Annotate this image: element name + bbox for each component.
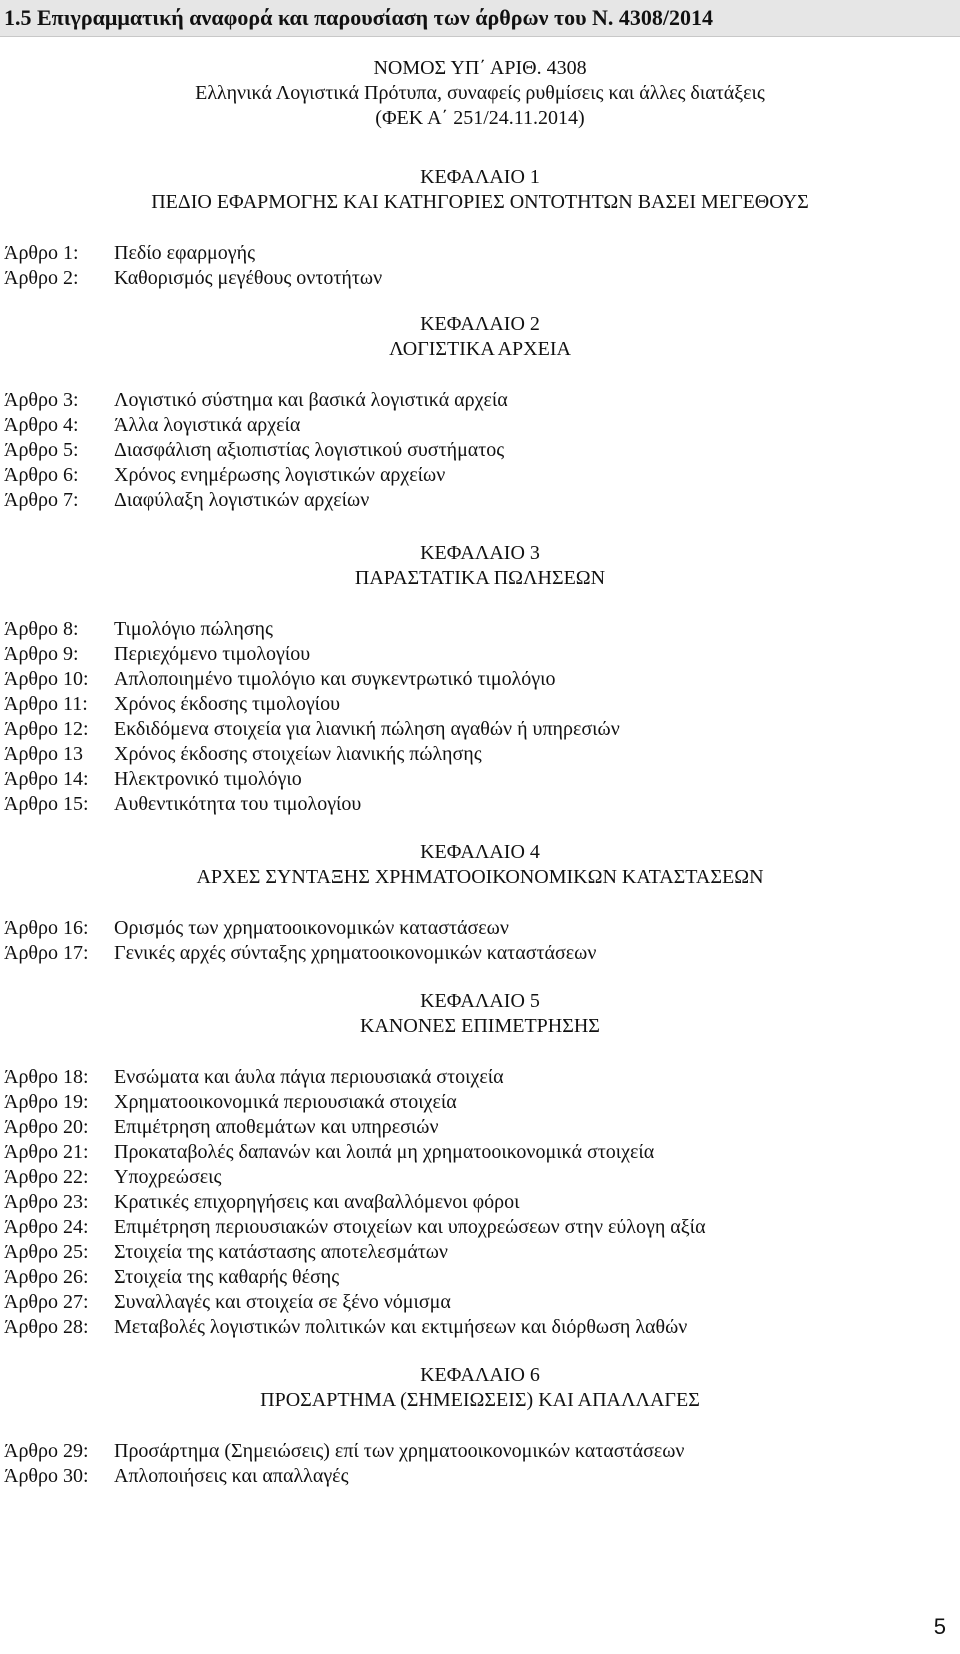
- article-title: Πεδίο εφαρμογής: [114, 242, 255, 264]
- section-heading: 1.5 Επιγραμματική αναφορά και παρουσίαση των άρθρων του Ν. 4308/2014: [4, 5, 714, 30]
- article-number: Άρθρο 25:: [4, 1241, 89, 1263]
- law-number: ΝΟΜΟΣ ΥΠ΄ ΑΡΙΘ. 4308: [373, 57, 587, 79]
- chapter-label: ΚΕΦΑΛΑΙΟ 1: [420, 166, 540, 188]
- article-title: Άλλα λογιστικά αρχεία: [114, 414, 301, 436]
- article-number: Άρθρο 28:: [4, 1316, 89, 1338]
- article-number: Άρθρο 11:: [4, 693, 88, 715]
- article-title: Διαφύλαξη λογιστικών αρχείων: [114, 489, 370, 511]
- chapter-title: ΠΑΡΑΣΤΑΤΙΚΑ ΠΩΛΗΣΕΩΝ: [354, 567, 606, 589]
- article-number: Άρθρο 15:: [4, 793, 89, 815]
- article-number: Άρθρο 17:: [4, 942, 89, 964]
- article-title: Κρατικές επιχορηγήσεις και αναβαλλόμενοι φόροι: [114, 1191, 520, 1213]
- article-row: [4, 489, 944, 515]
- article-number: Άρθρο 26:: [4, 1266, 89, 1288]
- article-title: Διασφάλιση αξιοπιστίας λογιστικού συστήματος: [114, 439, 505, 461]
- article-row: [4, 414, 944, 440]
- article-row: [4, 743, 944, 769]
- article-row: [4, 1091, 944, 1117]
- article-row: [4, 942, 944, 968]
- article-row: [4, 618, 944, 644]
- article-title: Περιεχόμενο τιμολογίου: [114, 643, 311, 665]
- article-title: Ενσώματα και άυλα πάγια περιουσιακά στοιχεία: [114, 1066, 504, 1088]
- article-number: Άρθρο 10:: [4, 668, 89, 690]
- chapter-title: ΚΑΝΟΝΕΣ ΕΠΙΜΕΤΡΗΣΗΣ: [360, 1015, 600, 1037]
- article-row: [4, 1291, 944, 1317]
- article-number: Άρθρο 19:: [4, 1091, 89, 1113]
- article-number: Άρθρο 27:: [4, 1291, 89, 1313]
- article-row: [4, 1166, 944, 1192]
- article-title: Χρόνος έκδοσης στοιχείων λιανικής πώλησης: [114, 743, 482, 765]
- article-title: Ηλεκτρονικό τιμολόγιο: [114, 768, 302, 790]
- article-row: [4, 718, 944, 744]
- article-number: Άρθρο 12:: [4, 718, 89, 740]
- article-row: [4, 693, 944, 719]
- article-number: Άρθρο 8:: [4, 618, 79, 640]
- page-number: 5: [933, 1614, 946, 1639]
- article-title: Στοιχεία της καθαρής θέσης: [114, 1266, 340, 1288]
- article-title: Συναλλαγές και στοιχεία σε ξένο νόμισμα: [114, 1291, 451, 1313]
- article-row: [4, 439, 944, 465]
- article-title: Μεταβολές λογιστικών πολιτικών και εκτιμήσεων και διόρθωση λαθών: [114, 1316, 688, 1338]
- article-number: Άρθρο 14:: [4, 768, 89, 790]
- article-number: Άρθρο 1:: [4, 242, 79, 264]
- article-title: Στοιχεία της κατάστασης αποτελεσμάτων: [114, 1241, 448, 1263]
- article-row: [4, 1241, 944, 1267]
- law-gazette-ref: (ΦΕΚ Α΄ 251/24.11.2014): [375, 107, 585, 129]
- article-row: [4, 267, 944, 293]
- article-title: Απλοποιημένο τιμολόγιο και συγκεντρωτικό τιμολόγιο: [114, 668, 556, 690]
- article-row: [4, 643, 944, 669]
- article-row: [4, 1440, 944, 1466]
- article-number: Άρθρο 24:: [4, 1216, 89, 1238]
- article-title: Αυθεντικότητα του τιμολογίου: [114, 793, 362, 815]
- article-title: Χρόνος έκδοσης τιμολογίου: [114, 693, 340, 715]
- chapter-label: ΚΕΦΑΛΑΙΟ 3: [420, 542, 540, 564]
- article-title: Επιμέτρηση περιουσιακών στοιχείων και υποχρεώσεων στην εύλογη αξία: [114, 1216, 706, 1238]
- article-title: Απλοποιήσεις και απαλλαγές: [114, 1465, 349, 1487]
- article-row: [4, 793, 944, 819]
- article-title: Χρηματοοικονομικά περιουσιακά στοιχεία: [114, 1091, 457, 1113]
- article-row: [4, 1316, 944, 1342]
- law-title: Ελληνικά Λογιστικά Πρότυπα, συναφείς ρυθμίσεις και άλλες διατάξεις: [195, 82, 765, 104]
- article-number: Άρθρο 22:: [4, 1166, 89, 1188]
- article-row: [4, 1216, 944, 1242]
- article-number: Άρθρο 4:: [4, 414, 79, 436]
- article-number: Άρθρο 23:: [4, 1191, 89, 1213]
- article-row: [4, 1465, 944, 1491]
- chapter-title: ΠΕΔΙΟ ΕΦΑΡΜΟΓΗΣ ΚΑΙ ΚΑΤΗΓΟΡΙΕΣ ΟΝΤΟΤΗΤΩΝ ΒΑΣΕΙ ΜΕΓΕΘΟΥΣ: [151, 191, 809, 213]
- article-title: Καθορισμός μεγέθους οντοτήτων: [114, 267, 383, 289]
- chapter-title: ΠΡΟΣΑΡΤΗΜΑ (ΣΗΜΕΙΩΣΕΙΣ) ΚΑΙ ΑΠΑΛΛΑΓΕΣ: [260, 1389, 700, 1411]
- article-row: [4, 668, 944, 694]
- article-number: Άρθρο 5:: [4, 439, 79, 461]
- article-number: Άρθρο 21:: [4, 1141, 89, 1163]
- article-row: [4, 242, 944, 268]
- article-title: Προσάρτημα (Σημειώσεις) επί των χρηματοοικονομικών καταστάσεων: [114, 1440, 685, 1462]
- article-title: Ορισμός των χρηματοοικονομικών καταστάσεων: [114, 917, 509, 939]
- chapter-label: ΚΕΦΑΛΑΙΟ 6: [420, 1364, 540, 1386]
- section-heading-bar: [0, 0, 960, 37]
- article-number: Άρθρο 2:: [4, 267, 79, 289]
- article-title: Χρόνος ενημέρωσης λογιστικών αρχείων: [114, 464, 446, 486]
- article-number: Άρθρο 30:: [4, 1465, 89, 1487]
- article-title: Τιμολόγιο πώλησης: [114, 618, 273, 640]
- article-row: [4, 1141, 944, 1167]
- article-number: Άρθρο 20:: [4, 1116, 89, 1138]
- chapter-title: ΛΟΓΙΣΤΙΚΑ ΑΡΧΕΙΑ: [389, 338, 571, 360]
- article-row: [4, 917, 944, 943]
- article-title: Γενικές αρχές σύνταξης χρηματοοικονομικών καταστάσεων: [114, 942, 597, 964]
- article-row: [4, 768, 944, 794]
- article-number: Άρθρο 6:: [4, 464, 79, 486]
- article-title: Προκαταβολές δαπανών και λοιπά μη χρηματοοικονομικά στοιχεία: [114, 1141, 655, 1163]
- article-number: Άρθρο 18:: [4, 1066, 89, 1088]
- chapter-label: ΚΕΦΑΛΑΙΟ 2: [420, 313, 540, 335]
- chapter-title: ΑΡΧΕΣ ΣΥΝΤΑΞΗΣ ΧΡΗΜΑΤΟΟΙΚΟΝΟΜΙΚΩΝ ΚΑΤΑΣΤΑΣΕΩΝ: [196, 866, 764, 888]
- article-number: Άρθρο 16:: [4, 917, 89, 939]
- chapter-label: ΚΕΦΑΛΑΙΟ 5: [420, 990, 540, 1012]
- article-number: Άρθρο 3:: [4, 389, 79, 411]
- article-row: [4, 1266, 944, 1292]
- article-title: Υποχρεώσεις: [114, 1166, 222, 1188]
- article-title: Λογιστικό σύστημα και βασικά λογιστικά αρχεία: [114, 389, 508, 411]
- article-title: Επιμέτρηση αποθεμάτων και υπηρεσιών: [114, 1116, 439, 1138]
- article-row: [4, 1191, 944, 1217]
- article-number: Άρθρο 9:: [4, 643, 79, 665]
- article-title: Εκδιδόμενα στοιχεία για λιανική πώληση αγαθών ή υπηρεσιών: [114, 718, 620, 740]
- article-number: Άρθρο 29:: [4, 1440, 89, 1462]
- article-number: Άρθρο 13: [4, 743, 83, 765]
- article-row: [4, 389, 944, 415]
- article-row: [4, 1066, 944, 1092]
- article-row: [4, 1116, 944, 1142]
- chapter-label: ΚΕΦΑΛΑΙΟ 4: [420, 841, 540, 863]
- article-number: Άρθρο 7:: [4, 489, 79, 511]
- article-row: [4, 464, 944, 490]
